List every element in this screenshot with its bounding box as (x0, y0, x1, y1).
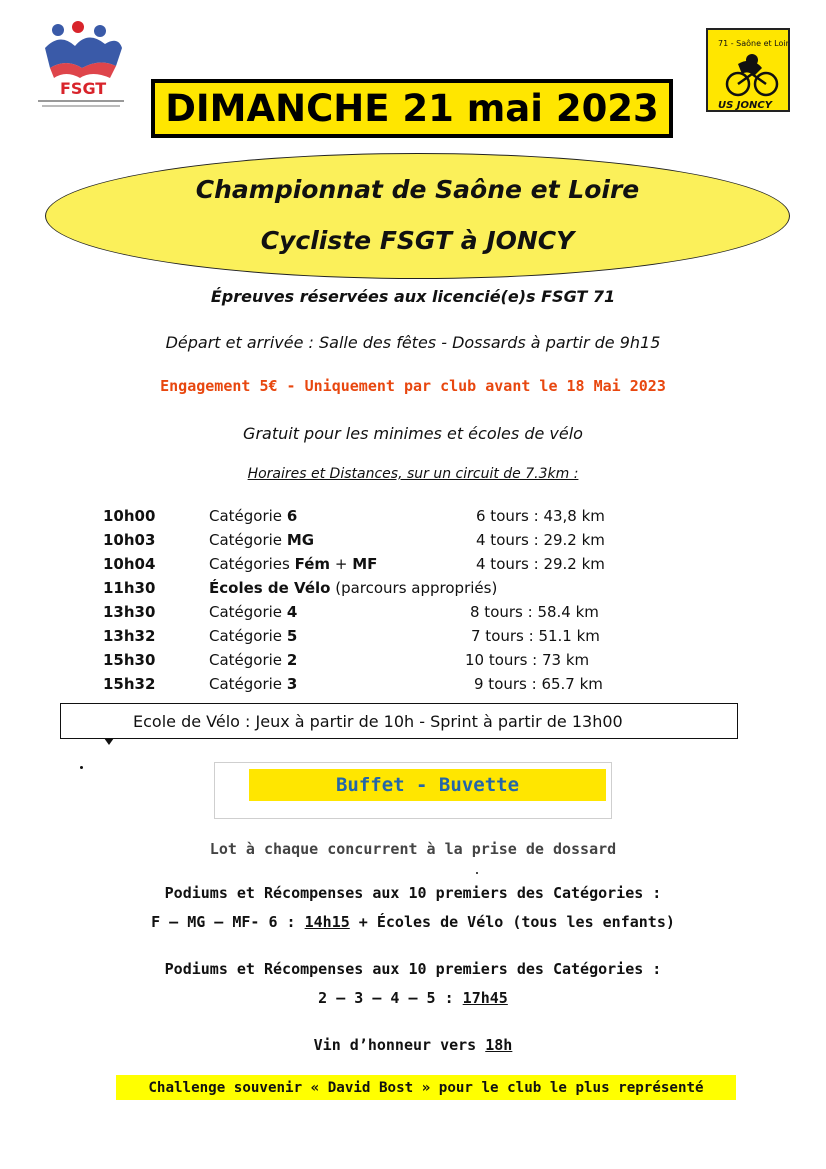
schedule-category: Catégorie 5 (209, 627, 298, 645)
schedule-category: Catégorie 3 (209, 675, 298, 693)
schedule-time: 15h30 (103, 651, 156, 669)
arrow-marker-icon (104, 738, 114, 745)
stray-dot (80, 766, 83, 769)
horaires-heading: Horaires et Distances, sur un circuit de 7.3km : (247, 466, 579, 482)
schedule-time: 10h04 (103, 555, 156, 573)
ecole-velo-box: Ecole de Vélo : Jeux à partir de 10h - Sprint à partir de 13h00 (60, 703, 738, 739)
schedule-time: 10h03 (103, 531, 156, 549)
challenge-banner: Challenge souvenir « David Bost » pour le club le plus représenté (116, 1075, 736, 1100)
schedule-row (0, 531, 826, 551)
schedule-distance: 6 tours : 43,8 km (476, 507, 605, 525)
schedule-distance: 9 tours : 65.7 km (474, 675, 603, 693)
podium-2-time: 17h45 (462, 989, 508, 1007)
podium-2-detail: 2 – 3 – 4 – 5 : 17h45 (318, 989, 508, 1007)
joncy-logo-top-text: 71 - Saône et Loire (718, 39, 788, 48)
podium-2-heading: Podiums et Récompenses aux 10 premiers des Catégories : (164, 960, 662, 978)
date-banner (151, 79, 673, 138)
schedule-distance: 8 tours : 58.4 km (470, 603, 599, 621)
lot-text: Lot à chaque concurrent à la prise de dossard (209, 840, 617, 858)
depart-text: Départ et arrivée : Salle des fêtes - Dossards à partir de 9h15 (165, 333, 661, 352)
schedule-time: 10h00 (103, 507, 156, 525)
schedule-distance: 4 tours : 29.2 km (476, 555, 605, 573)
schedule-time: 13h30 (103, 603, 156, 621)
schedule-distance: 10 tours : 73 km (465, 651, 590, 669)
title-line-2: Cycliste FSGT à JONCY (260, 226, 575, 255)
date-banner-text: DIMANCHE 21 mai 2023 (155, 83, 669, 134)
schedule-row (0, 507, 826, 527)
reserved-text: Épreuves réservées aux licencié(e)s FSGT 71 (210, 287, 616, 306)
podium-1-time: 14h15 (304, 913, 350, 931)
schedule-category: Écoles de Vélo (parcours appropriés) (209, 579, 498, 597)
schedule-category: Catégorie 2 (209, 651, 298, 669)
schedule-row (0, 627, 826, 647)
joncy-logo-bottom-text: US JONCY (718, 100, 772, 110)
vin-honneur-time: 18h (485, 1036, 513, 1054)
schedule-category: Catégorie 6 (209, 507, 298, 525)
fsgt-logo (30, 18, 130, 113)
us-joncy-logo (706, 28, 790, 112)
title-line-1: Championnat de Saône et Loire (195, 175, 640, 204)
schedule-row (0, 555, 826, 575)
schedule-time: 15h32 (103, 675, 156, 693)
schedule-category: Catégories Fém + MF (209, 555, 378, 573)
schedule-row (0, 603, 826, 623)
fsgt-logo-text: FSGT (60, 79, 107, 98)
stray-dot-2 (476, 872, 478, 874)
schedule-time: 13h32 (103, 627, 156, 645)
podium-1-detail: F – MG – MF- 6 : 14h15 + Écoles de Vélo (tous les enfants) (151, 913, 675, 931)
schedule-time: 11h30 (103, 579, 156, 597)
buffet-buvette-label: Buffet - Buvette (249, 769, 606, 801)
schedule-row (0, 675, 826, 695)
title-ellipse (45, 153, 790, 279)
schedule-category: Catégorie 4 (209, 603, 298, 621)
gratuit-text: Gratuit pour les minimes et écoles de vélo (243, 424, 583, 443)
schedule-distance: 7 tours : 51.1 km (471, 627, 600, 645)
engagement-text: Engagement 5€ - Uniquement par club avant le 18 Mai 2023 (160, 377, 666, 395)
schedule-row (0, 579, 826, 599)
vin-honneur-text: Vin d’honneur vers 18h (313, 1036, 513, 1054)
schedule-row (0, 651, 826, 671)
schedule-category: Catégorie MG (209, 531, 315, 549)
podium-1-heading: Podiums et Récompenses aux 10 premiers des Catégories : (164, 884, 662, 902)
schedule-distance: 4 tours : 29.2 km (476, 531, 605, 549)
